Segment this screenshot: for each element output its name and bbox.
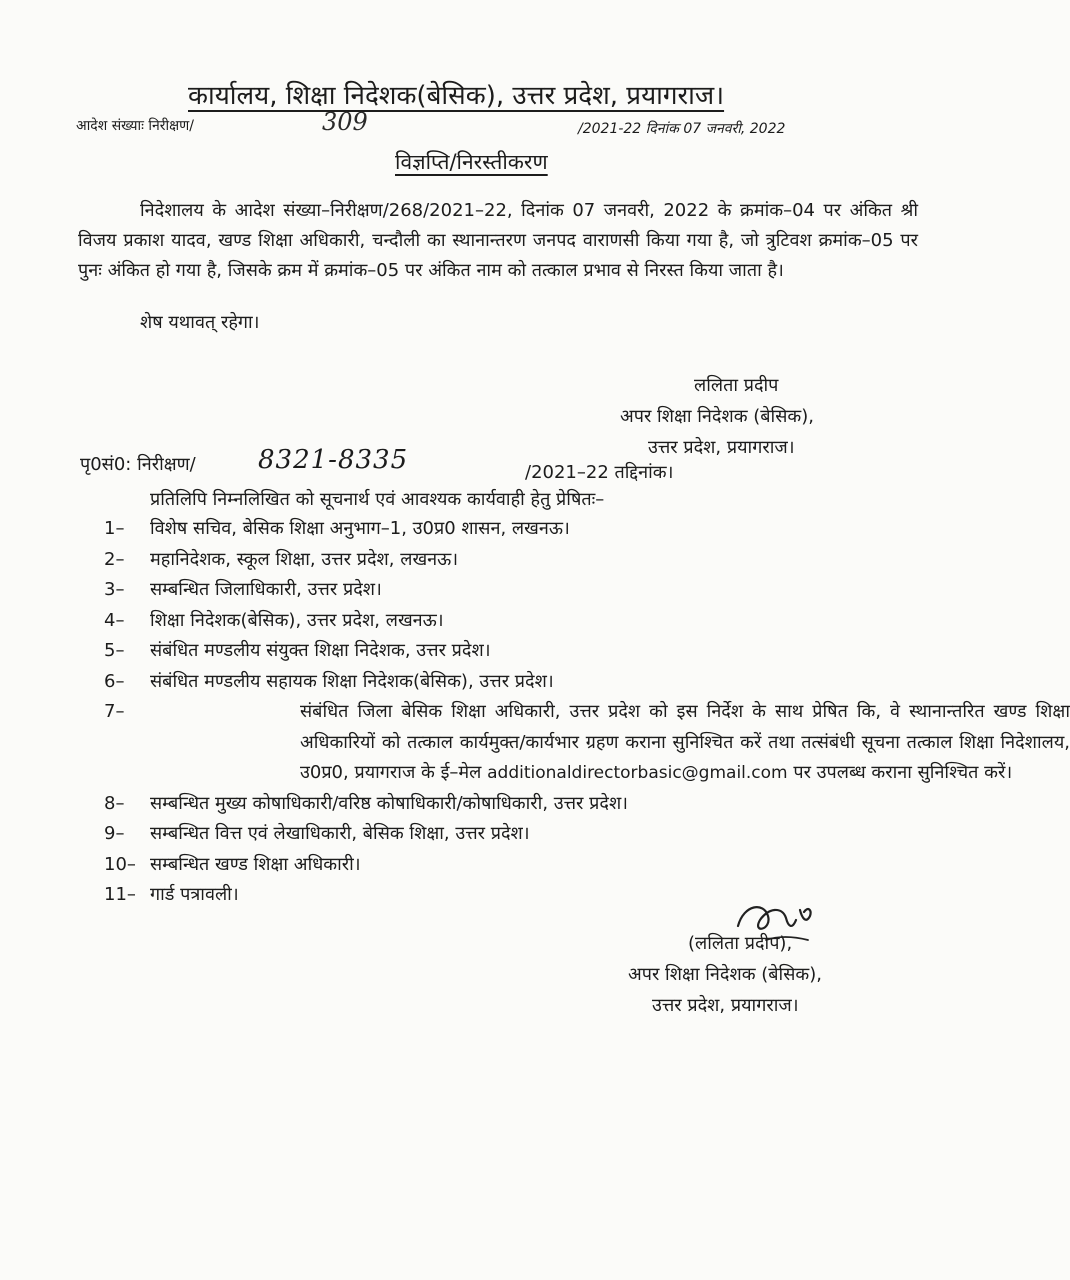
signatory-designation: अपर शिक्षा निदेशक (बेसिक),: [628, 964, 822, 985]
endorsement-number-handwritten: 8321-8335: [258, 445, 409, 475]
list-item: 6– संबंधित मण्डलीय सहायक शिक्षा निदेशक(बेसिक), उत्तर प्रदेश।: [104, 670, 554, 692]
body-paragraph: निदेशालय के आदेश संख्या–निरीक्षण/268/2021–22, दिनांक 07 जनवरी, 2022 के क्रमांक–04 पर अंकित श्री विजय प्रकाश यादव, खण्ड शिक्षा अधिकारी, चन्दौली का स्थानान्तरण जनपद वाराणसी किया गया है, जो त्रुटिवश क्रमांक–05 पर पुनः अंकित हो गया है, जिसके क्रम में क्रमांक–05 पर अंकित नाम को तत्काल प्रभाव से निरस्त किया जाता है।: [78, 200, 918, 281]
signatory-location: उत्तर प्रदेश, प्रयागराज।: [652, 995, 799, 1016]
remainder-line: शेष यथावत् रहेगा।: [140, 312, 260, 333]
list-item: 7– संबंधित जिला बेसिक शिक्षा अधिकारी, उत्तर प्रदेश को इस निर्देश के साथ प्रेषित कि, वे स्थानान्तरित खण्ड शिक्षा अधिकारियों को तत्काल कार्यमुक्त/कार्यभार ग्रहण कराना सुनिश्चित करें तथा तत्संबंधी सूचना तत्काल शिक्षा निदेशालय, उ0प्र0, प्रयागराज के ई–मेल additionaldirectorbasic@gmail.com पर उपलब्ध कराना सुनिश्चित करें।: [104, 701, 1070, 783]
copy-intro: प्रतिलिपि निम्नलिखित को सूचनार्थ एवं आवश्यक कार्यवाही हेतु प्रेषितः–: [150, 489, 605, 510]
office-title: कार्यालय, शिक्षा निदेशक(बेसिक), उत्तर प्रदेश, प्रयागराज।: [188, 81, 725, 111]
signature-block-bottom: [628, 928, 822, 1021]
list-item: 11– गार्ड पत्रावली।: [104, 884, 239, 905]
list-item: 4– शिक्षा निदेशक(बेसिक), उत्तर प्रदेश, लखनऊ।: [104, 609, 444, 631]
endorsement-label: पृ0सं0: निरीक्षण/: [80, 454, 196, 475]
list-item: 9– सम्बन्धित वित्त एवं लेखाधिकारी, बेसिक शिक्षा, उत्तर प्रदेश।: [104, 823, 530, 844]
list-item: 3– सम्बन्धित जिलाधिकारी, उत्तर प्रदेश।: [104, 579, 382, 600]
signatory-name: (ललिता प्रदीप),: [688, 933, 793, 954]
order-date: /2021-22 दिनांक 07 जनवरी, 2022: [578, 121, 786, 137]
subject-heading: विज्ञप्ति/निरस्तीकरण: [395, 150, 548, 174]
signature-block-top: [620, 370, 814, 463]
endorsement-date: /2021–22 तद्दिनांक।: [525, 462, 674, 483]
list-item: 2– महानिदेशक, स्कूल शिक्षा, उत्तर प्रदेश, लखनऊ।: [104, 548, 459, 570]
signatory-location: उत्तर प्रदेश, प्रयागराज।: [648, 437, 795, 458]
copy-list: [0, 514, 1070, 911]
order-number-handwritten: 309: [322, 108, 368, 136]
order-number-label: आदेश संख्याः निरीक्षण/: [76, 118, 195, 134]
list-item: 10– सम्बन्धित खण्ड शिक्षा अधिकारी।: [104, 853, 361, 875]
list-item: 5– संबंधित मण्डलीय संयुक्त शिक्षा निदेशक, उत्तर प्रदेश।: [104, 640, 491, 661]
list-item: 8– सम्बन्धित मुख्य कोषाधिकारी/वरिष्ठ कोषाधिकारी/कोषाधिकारी, उत्तर प्रदेश।: [104, 792, 629, 814]
list-item: 1– विशेष सचिव, बेसिक शिक्षा अनुभाग–1, उ0प्र0 शासन, लखनऊ।: [104, 518, 570, 539]
signatory-designation: अपर शिक्षा निदेशक (बेसिक),: [620, 406, 814, 427]
signatory-name: ललिता प्रदीप: [694, 375, 779, 396]
email-address: additionaldirectorbasic@gmail.com: [487, 763, 788, 783]
